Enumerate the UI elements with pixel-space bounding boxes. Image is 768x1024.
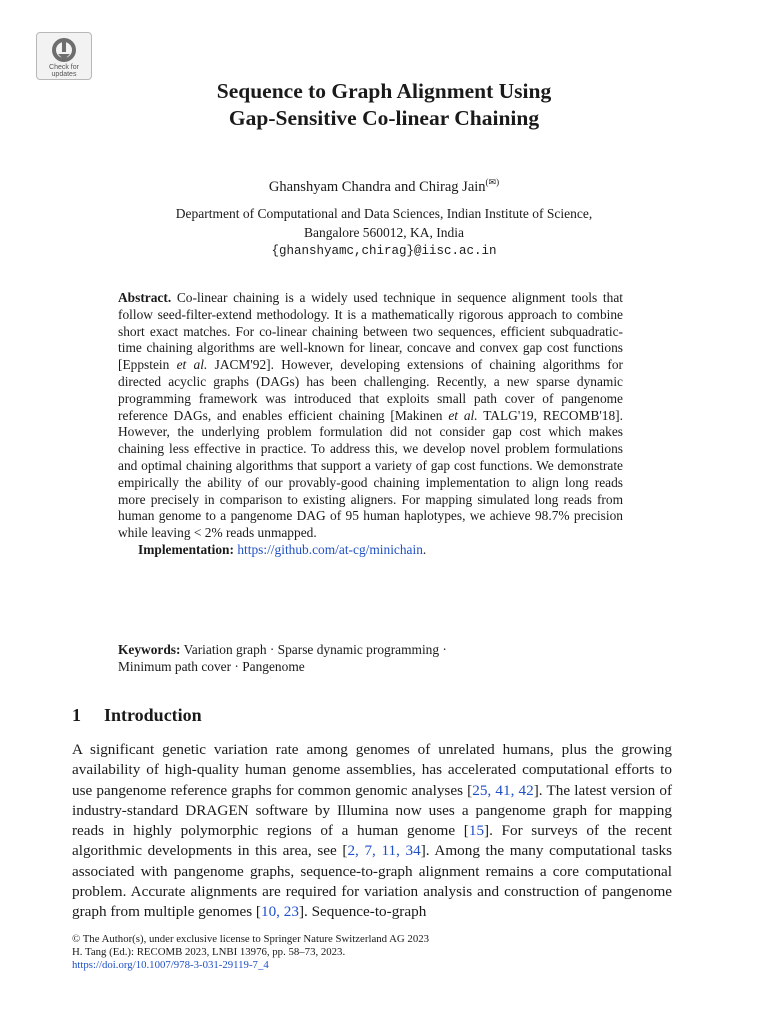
intro-text-4: ]. Among the many computational tasks associated with pangenome graphs, sequence-to-graph alignment remains a core computational problem. Accurate alignments are required for variation analysis and construction of pangenome graph from multiple genomes [ [72,842,672,921]
intro-body [72,740,672,923]
citation-link[interactable]: 10, 23 [260,903,299,921]
badge-label-line2: updates [51,71,77,78]
publication-line: H. Tang (Ed.): RECOMB 2023, LNBI 13976, pp. 58–73, 2023. [72,946,346,958]
keywords-line-1 [118,641,623,658]
intro-text-2: ]. The latest version of industry-standard DRAGEN software by Illumina now uses a pangenome graph for mapping reads in highly polymorphic regions of a human genome [ [72,781,673,840]
introduction-paragraph [72,740,672,923]
abstract-etal-2: et al. [448,407,478,423]
doi-link[interactable]: https://doi.org/10.1007/978-3-031-29119-7_4 [72,959,269,971]
citation-link[interactable]: 25, 41, 42 [472,781,534,799]
citation-link[interactable]: 15 [468,822,485,840]
intro-text-1: A significant genetic variation rate among genomes of unrelated humans, plus the growing availability of high-quality human genome assemblies, has accelerated computational efforts to use pangenome reference graphs for common genomic analyses [ [72,741,672,799]
abstract [118,290,623,559]
keywords-text-1: Variation graph · Sparse dynamic programming · [180,642,447,657]
citation-link[interactable]: 2, 7, 11, 34 [347,842,421,860]
title-line-2: Gap-Sensitive Co-linear Chaining [228,106,540,130]
keywords [118,641,623,675]
section-heading [72,703,202,727]
copyright-footer [72,933,672,972]
abstract-label: Abstract. [118,290,172,305]
implementation-line [118,542,623,559]
author-list [0,172,768,197]
author-emails: {ghanshyamc,chirag}@iisc.ac.in [271,244,497,258]
implementation-label: Implementation: [138,541,234,557]
paper-title [0,78,768,132]
check-for-updates-badge[interactable] [36,32,92,80]
intro-text-3: ]. For surveys of the recent algorithmic developments in this area, see [ [72,822,673,860]
abstract-text-3: TALG'19, RECOMB'18]. However, the underlying problem formulation did not consider gap cost which makes chaining less effective in practice. To address this, we develop novel problem formulations and optimal chaining algorithms that support a variety of gap cost functions. We demonstrate empirically the ability of our provably-good chaining implementation to align long reads more precisely in comparison to existing aligners. For mapping simulated long reads from human genome to a pangenome DAG of 95 human haplotypes, we achieve 98.7% precision while leaving < 2% reads unmapped. [118,407,623,541]
affiliation-line-1: Department of Computational and Data Sciences, Indian Institute of Science, [175,206,593,221]
implementation-period: . [422,541,427,557]
affiliation [0,204,768,261]
abstract-etal-1: et al. [176,357,208,373]
badge-label-line1: Check for [49,64,79,71]
copyright-line: © The Author(s), under exclusive license to Springer Nature Switzerland AG 2023 [72,933,430,945]
author-names: Ghanshyam Chandra and Chirag Jain [268,178,486,195]
intro-text-5: ]. Sequence-to-graph [298,903,427,921]
abstract-text-1: Co-linear chaining is a widely used technique in sequence alignment tools that follow seed-filter-extend methodology. It is a mathematically rigorous approach to combine short exact matches. For co-linear chaining between two sequences, efficient subquadratic-time chaining algorithms are well-known for linear, concave and convex gap cost functions [Eppstein [118,290,623,373]
implementation-link[interactable]: https://github.com/at-cg/minichain [237,541,423,557]
keywords-line-2: Minimum path cover · Pangenome [118,659,305,674]
keywords-label: Keywords: [118,642,181,657]
check-for-updates-icon [50,36,78,64]
affiliation-line-2: Bangalore 560012, KA, India [303,225,465,240]
title-line-1: Sequence to Graph Alignment Using [216,79,552,103]
corresponding-author-mark[interactable]: (✉) [485,177,500,187]
abstract-body [118,290,623,542]
abstract-text-2: JACM'92]. However, developing extensions of chaining algorithms for directed acyclic graphs (DAGs) has been challenging. Recently, a new sparse dynamic programming framework was introduced that exploits small path cover of pangenome reference DAGs, and enables efficient chaining [Makinen [118,357,623,423]
section-number: 1 [72,705,81,725]
section-title: Introduction [104,705,202,725]
